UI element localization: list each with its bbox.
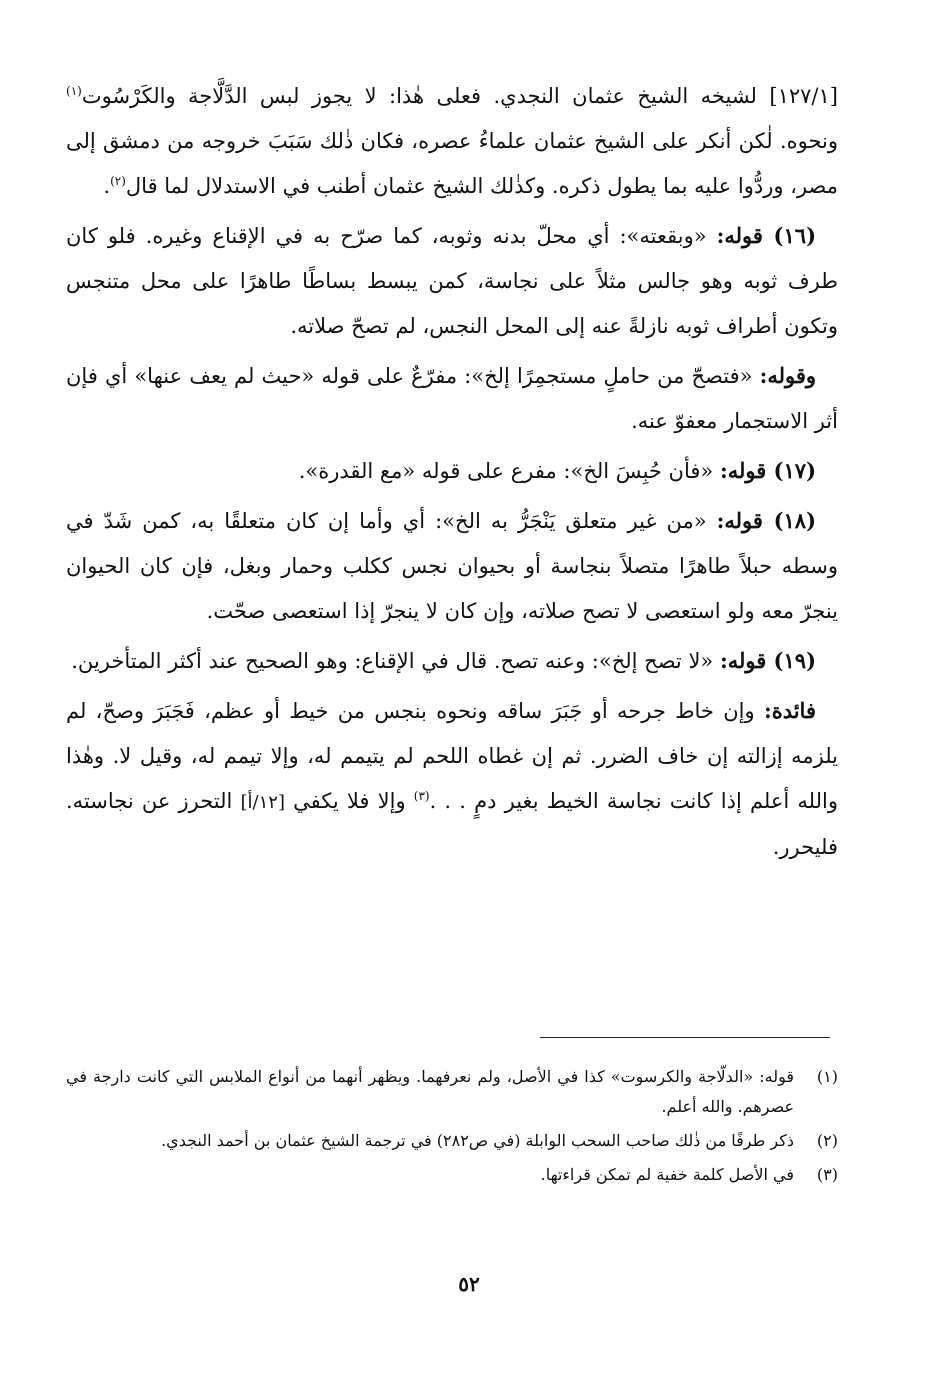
text-segment: . <box>103 174 111 198</box>
footnote-divider <box>540 1037 830 1038</box>
note-text: «وبقعته»: أي محلّ بدنه وثوبه، كما صرّح به في الإقناع وغيره. فلو كان طرف ثوبه وهو جالس مثلاً على نجاسة، كمن يبسط بساطًا طاهرًا على محل متنجس وتكون أطراف ثوبه نازلةً عنه إلى المحل النجس، لم تصحّ صلاته. <box>66 224 838 338</box>
folio-marker: [١٢/أ] <box>240 792 285 813</box>
footnote-text: في الأصل كلمة خفية لم تمكن قراءتها. <box>540 1165 794 1184</box>
footnote-number: (٣) <box>816 1165 838 1184</box>
paragraph-wa-qawluh <box>66 353 838 444</box>
paragraph-18 <box>66 498 838 634</box>
page-number: ٥٢ <box>458 1272 480 1296</box>
note-number: (١٧) قوله: <box>719 458 816 483</box>
footnote-item <box>66 1126 838 1156</box>
note-text: «فتصحّ من حاملٍ مستجمِرًا إلخ»: مفرّعٌ على قوله «حيث لم يعف عنها» أي فإن أثر الاستجمار معفوّ عنه. <box>66 364 838 433</box>
margin-reference: [١٢٧/١] <box>769 84 838 108</box>
paragraph-19 <box>66 638 838 684</box>
footnote-text: ذكر طرفًا من ذٰلك صاحب السحب الوابلة (في ص٢٨٢) في ترجمة الشيخ عثمان بن أحمد النجدي. <box>161 1131 794 1150</box>
text-segment: التحرز عن نجاسته. فليحرر. <box>66 789 838 859</box>
footnote-ref: (٣) <box>413 789 430 803</box>
paragraph-faida <box>66 688 838 870</box>
note-text: «لا تصح إلخ»: وعنه تصح. قال في الإقناع: وهو الصحيح عند أكثر المتأخرين. <box>71 649 720 673</box>
note-number: (١٦) قوله: <box>716 223 816 248</box>
footnote-number: (١) <box>816 1067 838 1086</box>
text-segment: لشيخه الشيخ عثمان النجدي. فعلى هٰذا: لا يجوز لبس الدَّلَّاجة والكَرْسُوت <box>81 84 757 108</box>
note-text: «من غير متعلق يَنْجَرُّ به الخ»: أي وأما إن كان متعلقًا به، كمن شَدّ في وسطه حبلاً طاهرًا متصلاً بنجاسة أو بحيوان نجس ككلب وحمار وبغل، فإن كان الحيوان ينجرّ معه ولو استعصى لا تصح صلاته، وإن كان لا ينجرّ إذا استعصى صحّت. <box>66 509 838 623</box>
lead-word: فائدة: <box>763 698 816 723</box>
lead-word: وقوله: <box>759 363 816 388</box>
note-text: «فأن حُبِسَ الخ»: مفرع على قوله «مع القدرة». <box>298 459 720 483</box>
note-number: (١٨) قوله: <box>716 508 817 533</box>
text-segment: وإن خاط جرحه أو جَبَرَ ساقه ونحوه بنجس من خيط أو عظم، فَجَبَرَ وصحّ، لم يلزمه إزالته إن خاف الضرر. ثم إن غطاه اللحم لم يتيمم له، وإلا تيمم له، وقيل لا. وهٰذا والله أعلم إذا كانت نجاسة الخيط بغير دمٍ . . . <box>66 699 838 813</box>
footnote-ref: (١) <box>66 84 82 98</box>
paragraph-continuation <box>66 74 838 209</box>
footnote-item <box>66 1062 838 1122</box>
note-number: (١٩) قوله: <box>719 648 816 673</box>
text-segment: وإلا فلا يكفي <box>285 789 414 813</box>
paragraph-17 <box>66 448 838 494</box>
footnote-ref: (٢) <box>110 174 126 188</box>
footnote-number: (٢) <box>816 1131 838 1150</box>
main-text <box>66 74 838 874</box>
footnote-item <box>66 1160 838 1190</box>
footnote-text: قوله: «الدلّاجة والكرسوت» كذا في الأصل، ولم نعرفهما. ويظهر أنهما من أنواع الملابس التي كانت دارجة في عصرهم. والله أعلم. <box>66 1067 794 1116</box>
paragraph-16 <box>66 213 838 349</box>
footnotes <box>66 1062 838 1194</box>
text-segment: ونحوه. لٰكن أنكر على الشيخ عثمان علماءُ عصره، فكان ذٰلك سَبَبَ خروجه من دمشق إلى مصر، وردُّوا عليه بما يطول ذكره. وكذٰلك الشيخ عثمان أطنب في الاستدلال لما قال <box>66 129 838 198</box>
